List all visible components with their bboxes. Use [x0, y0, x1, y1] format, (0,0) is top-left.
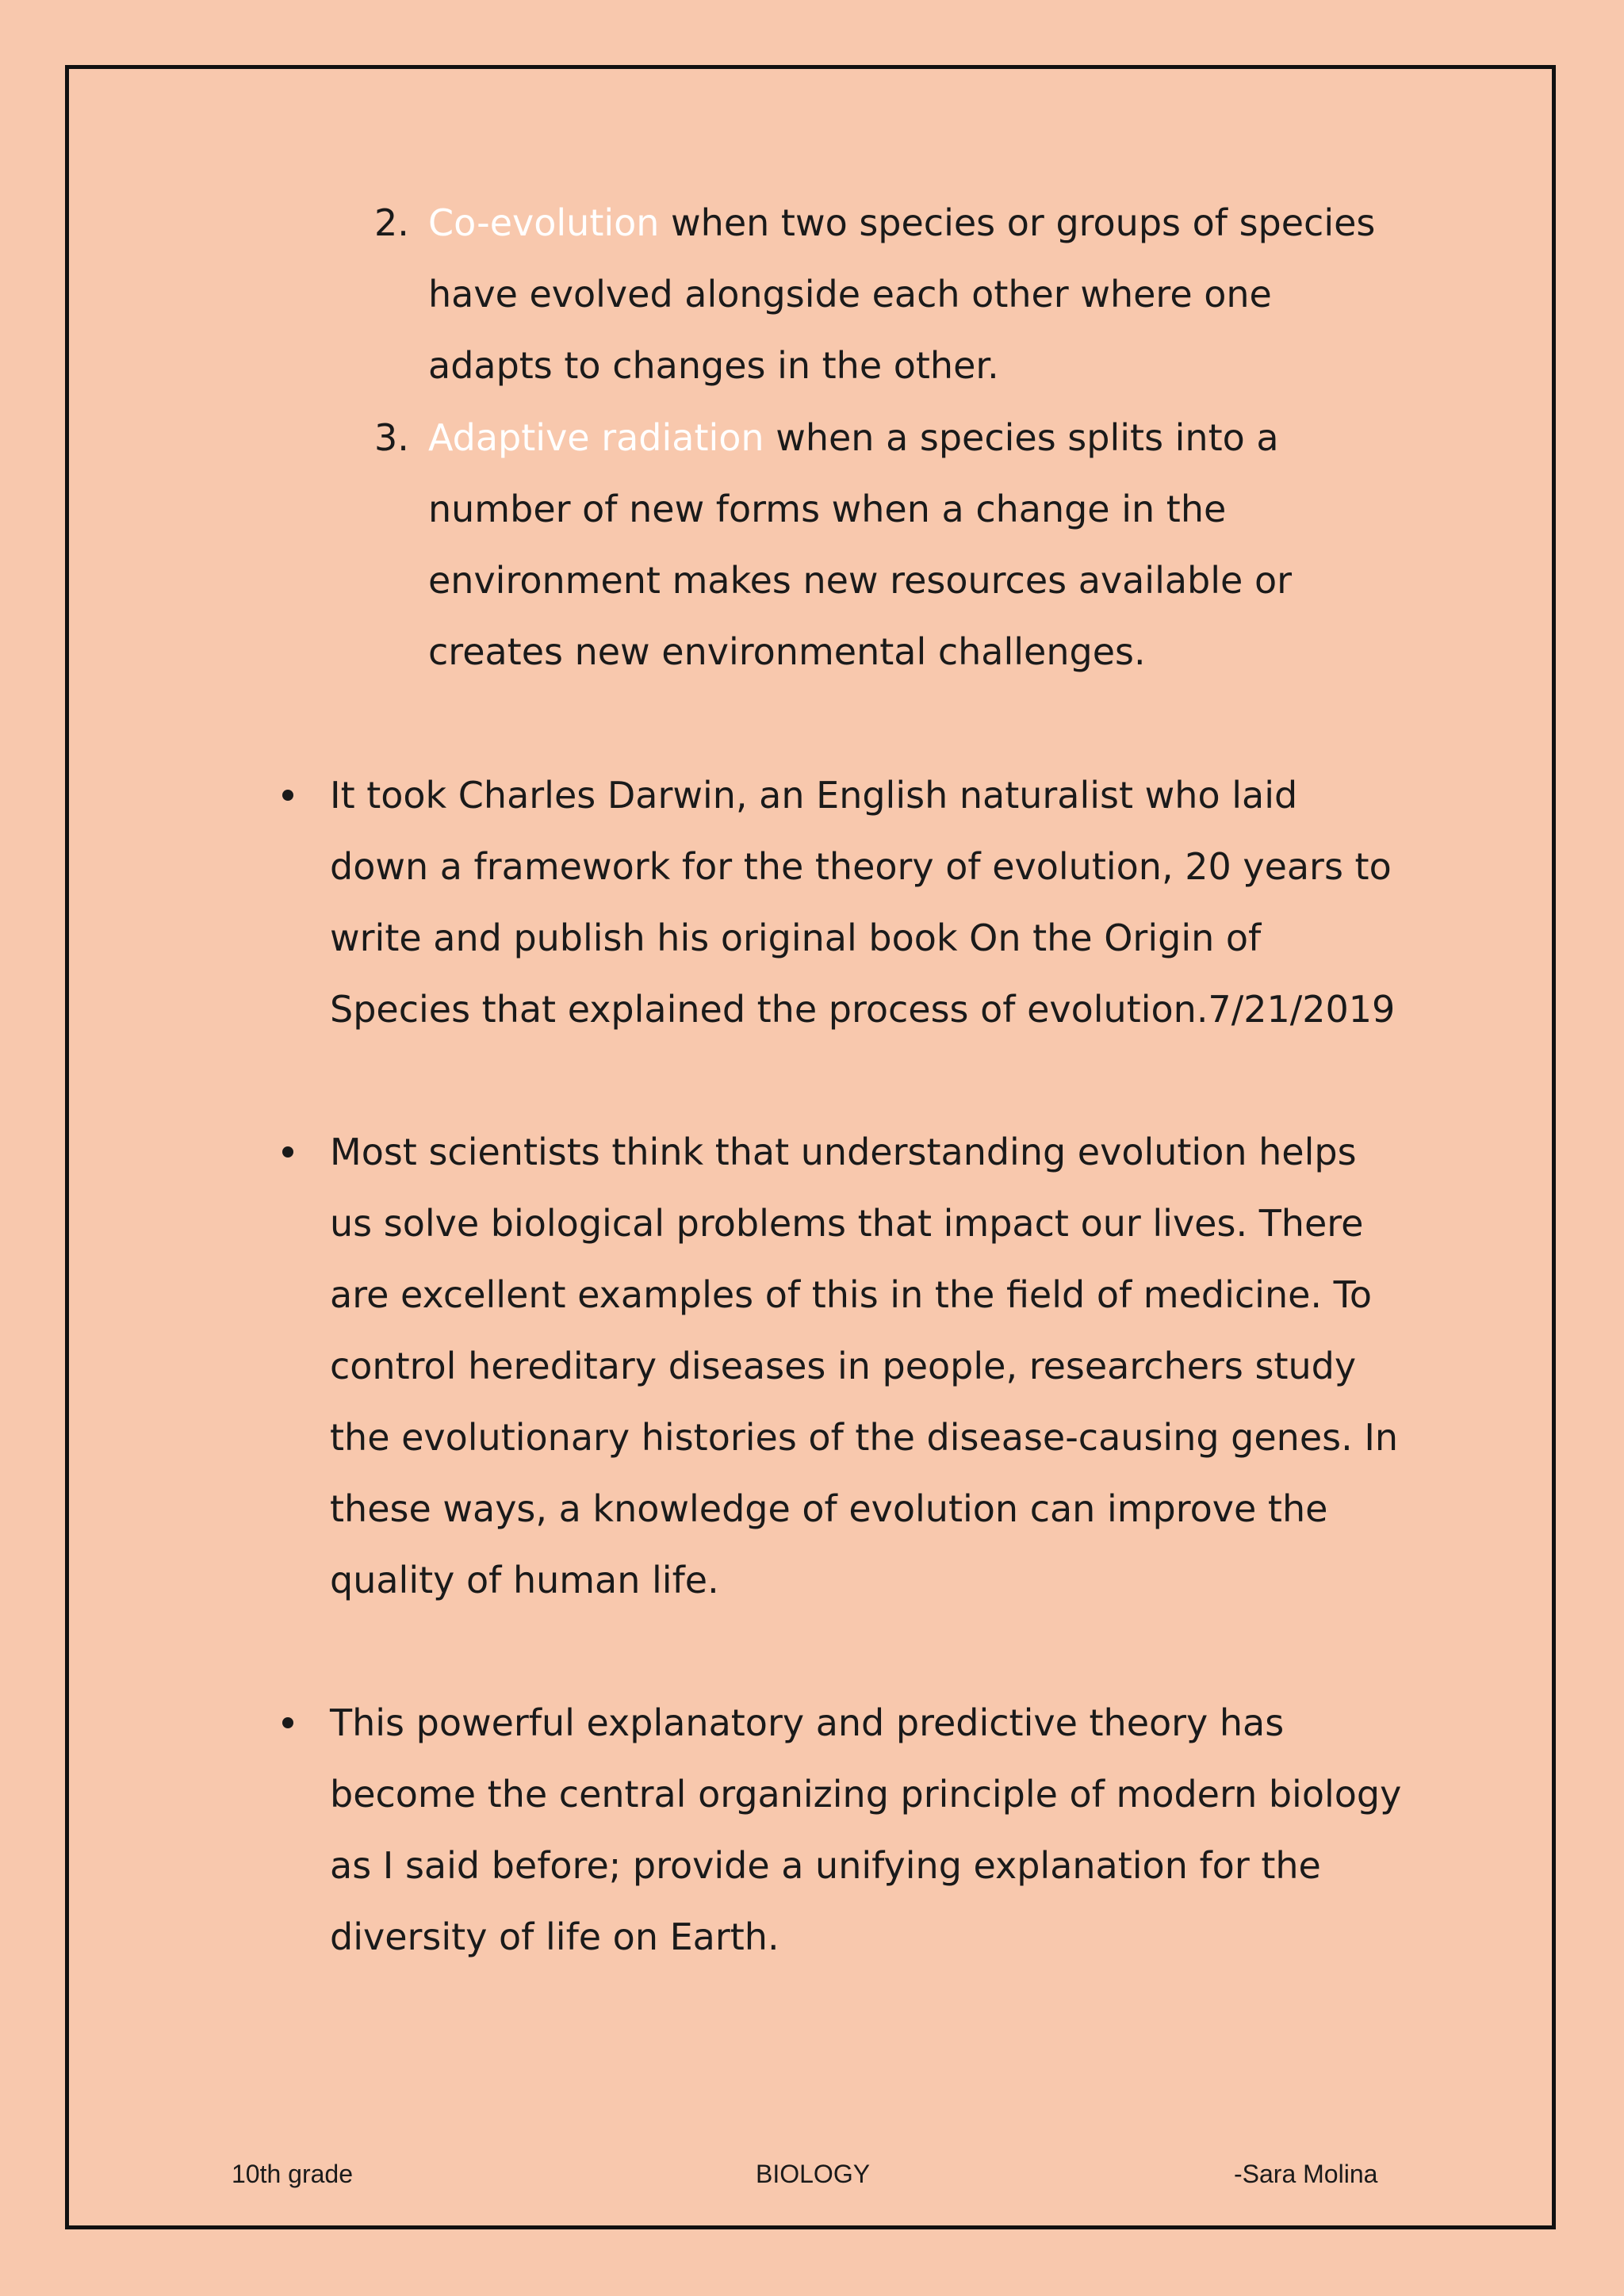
footer-subject: BIOLOGY: [756, 2160, 871, 2188]
bullet-text: Most scientists think that understanding evolution helps us solve biological problems that impact our lives. There are excellent examples of this in the field of medicine. To control hereditary diseases in people, researchers study the evolutionary histories of the disease-causing genes. In these ways, a knowledge of evolution can improve the quality of human life.: [330, 1131, 1399, 1601]
definition-adaptive-radiation: when a species splits into a number of new forms when a change in the environment makes new resources available or creates new environmental challenges.: [428, 416, 1293, 673]
bullet-darwin: [279, 760, 1405, 1045]
bullet-understanding-evolution: [279, 1116, 1405, 1616]
footer-author: -Sara Molina: [1234, 2160, 1378, 2188]
numbered-item-adaptive-radiation: [374, 402, 1405, 687]
bullet-central-principle: [279, 1687, 1405, 1973]
bullet-text: This powerful explanatory and predictive theory has become the central organizing principle of modern biology as I said before; provide a unifying explanation for the diversity of life on Earth.: [330, 1701, 1402, 1958]
term-co-evolution: Co-evolution: [428, 201, 660, 244]
list-number: 2.: [374, 201, 409, 244]
numbered-item-text: [428, 187, 1405, 401]
bullet-icon: [282, 790, 293, 801]
bullet-icon: [282, 1717, 293, 1728]
numbered-item-co-evolution: [374, 187, 1405, 401]
definition-co-evolution: when two species or groups of species have evolved alongside each other where one adapts to changes in the other.: [428, 201, 1376, 387]
term-adaptive-radiation: Adaptive radiation: [428, 416, 764, 459]
bullet-icon: [282, 1146, 293, 1158]
numbered-item-text: [428, 402, 1405, 687]
list-number: 3.: [374, 416, 409, 459]
footer-grade: 10th grade: [232, 2160, 354, 2188]
bullet-text: It took Charles Darwin, an English naturalist who laid down a framework for the theory of evolution, 20 years to write and publish his original book On the Origin of Species that explained the process of evolution.7/21/2019: [330, 774, 1396, 1031]
